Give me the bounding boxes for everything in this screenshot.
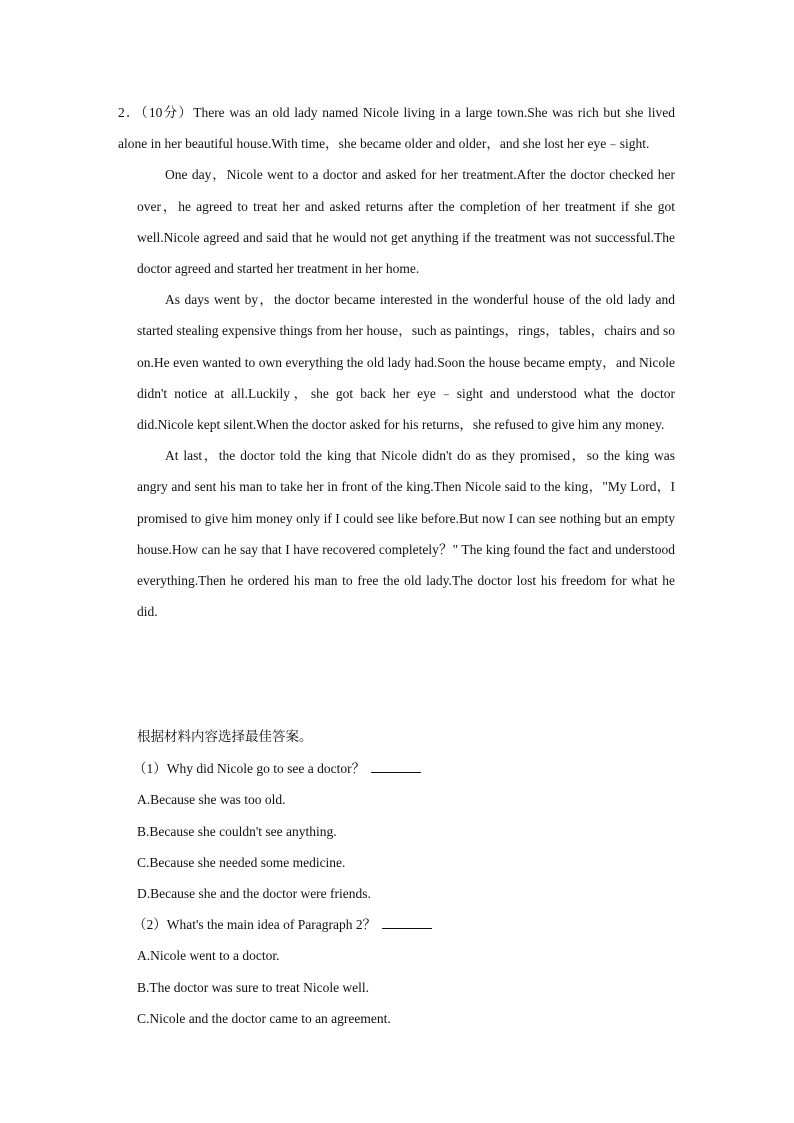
reading-passage: [118, 97, 675, 627]
passage-paragraph-4: At last，the doctor told the king that Nicole didn't do as they promised，so the king was angry and sent his man to take her in front of the king.Then Nicole said to the king，"My Lord，I promised to give him money only if I could see like before.But now I can see nothing but an empty house.How can he say that I have recovered completely？" The king found the fact and understood everything.Then he ordered his man to free the old lady.The doctor lost his freedom for what he did.: [137, 448, 675, 620]
instruction-text: 根据材料内容选择最佳答案。: [137, 729, 313, 745]
question-2-option-a: A.Nicole went to a doctor.: [137, 948, 280, 964]
answer-blank-1[interactable]: [371, 760, 421, 773]
question-1: [133, 753, 697, 784]
question-1-option-d: D.Because she and the doctor were friends.: [137, 886, 371, 902]
question-1-option-c: C.Because she needed some medicine.: [137, 854, 346, 870]
question-1-option-a: A.Because she was too old.: [137, 792, 286, 808]
passage-paragraph-2: One day，Nicole went to a doctor and asked for her treatment.After the doctor checked her over，he agreed to treat her and asked returns after the completion of her treatment if she got well.Nicole agreed and said that he would not get anything if the treatment was not successful.The doctor agreed and started her treatment in her home.: [137, 167, 675, 277]
question-1-option-b: B.Because she couldn't see anything.: [137, 823, 337, 839]
questions-section: [133, 722, 697, 1034]
question-2-text: What's the main idea of Paragraph 2？: [166, 917, 377, 933]
passage-paragraph-1: [118, 97, 675, 159]
answer-blank-2[interactable]: [382, 916, 432, 929]
question-2-option-c: C.Nicole and the doctor came to an agreement.: [137, 1010, 391, 1026]
passage-paragraph-3: As days went by，the doctor became interested in the wonderful house of the old lady and started stealing expensive things from her house，such as paintings，rings，tables，chairs and so on.He even wanted to own everything the old lady had.Soon the house became empty，and Nicole didn't notice at all.Luckily，she got back her eye﹣sight and understood what the doctor did.Nicole kept silent.When the doctor asked for his returns，she refused to give him any money.: [137, 292, 675, 433]
question-2-number: （2）: [133, 917, 167, 933]
question-2-option-b: B.The doctor was sure to treat Nicole well.: [137, 979, 370, 995]
question-header: 2．（10分）: [118, 105, 194, 120]
question-2: [133, 909, 697, 940]
question-1-number: （1）: [133, 761, 167, 777]
paragraph-1-text: There was an old lady named Nicole living in a large town.She was rich but she lived alone in her beautiful house.With time，she became older and older，and she lost her eye﹣sight.: [118, 105, 675, 152]
question-1-text: Why did Nicole go to see a doctor？: [166, 761, 366, 777]
